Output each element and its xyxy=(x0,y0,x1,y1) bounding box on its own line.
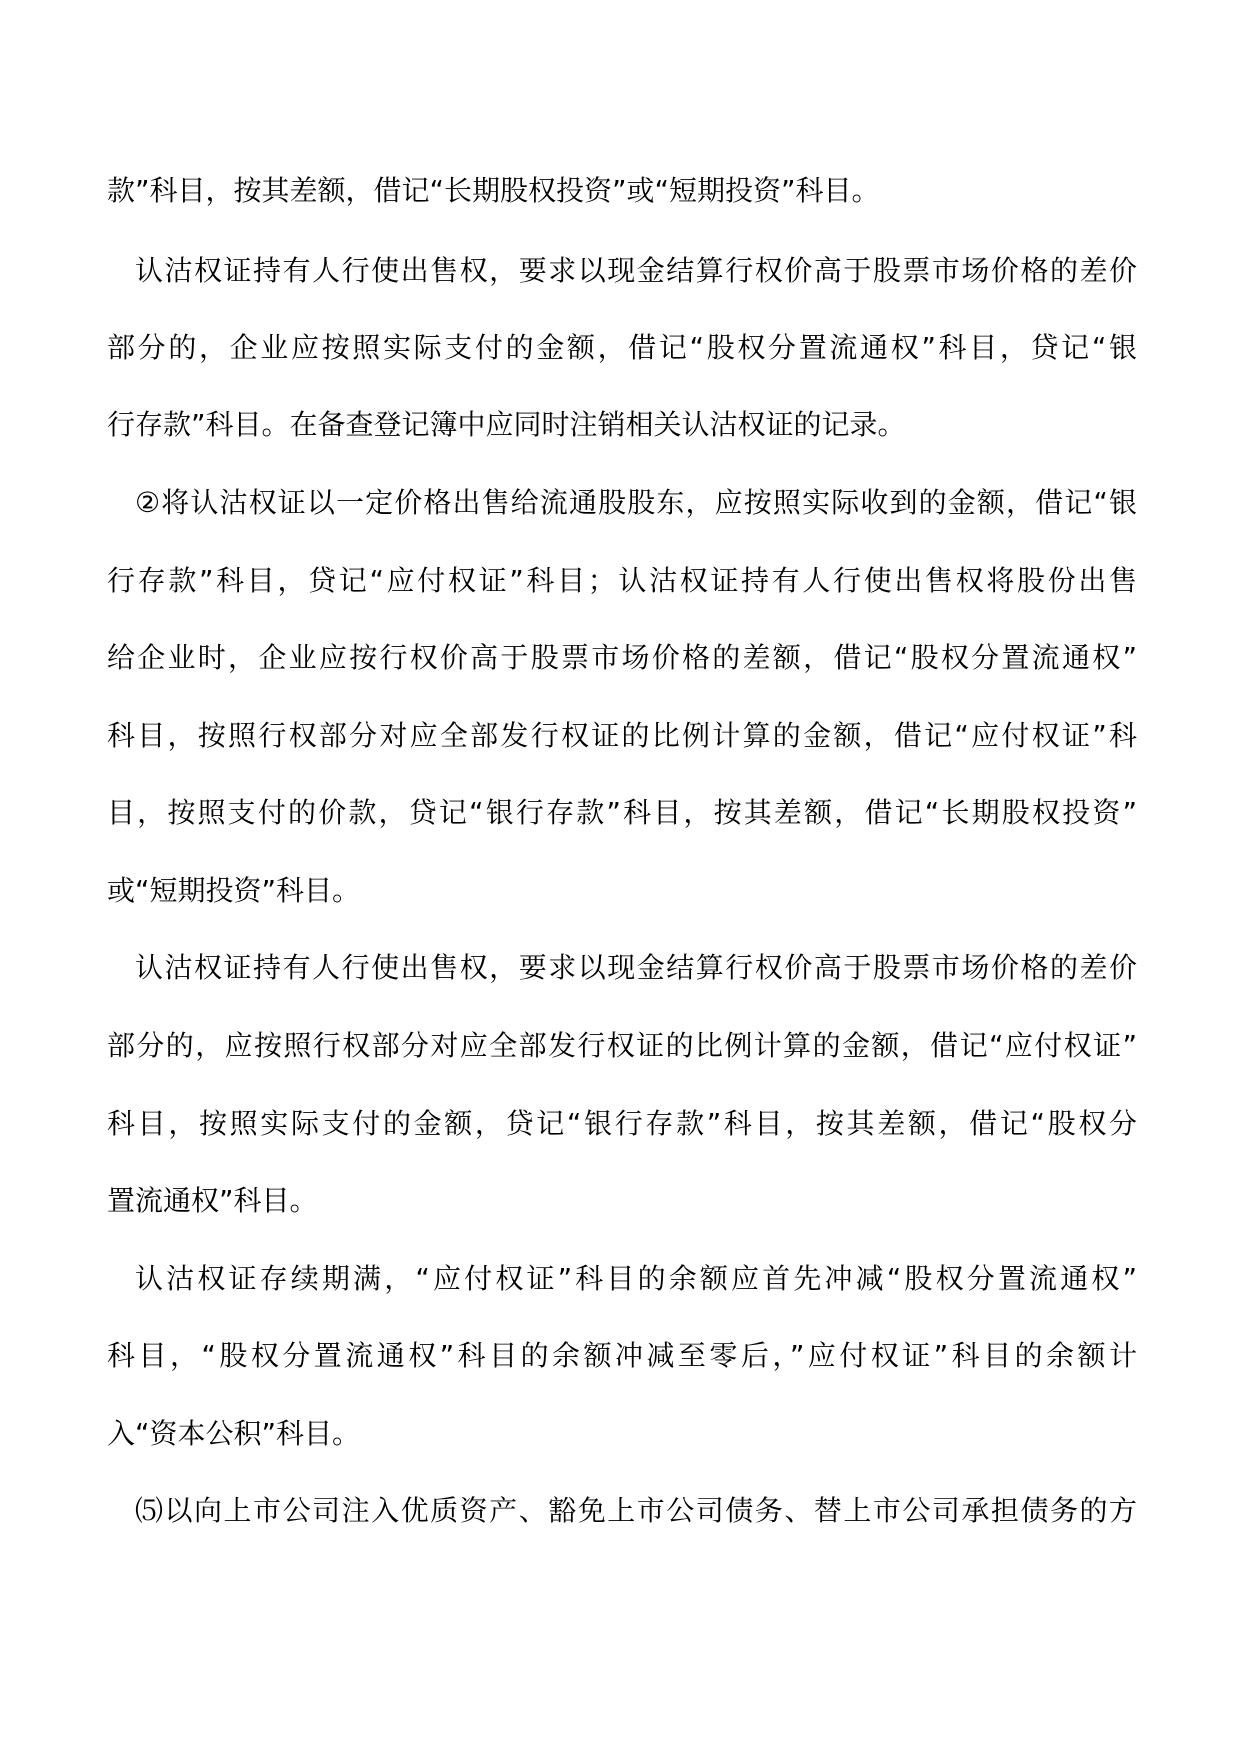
text-line-9: 目，按照支付的价款，贷记“银行存款”科目，按其差额，借记“长期股权投资” xyxy=(107,796,1137,829)
text-line-10: 或“短期投资”科目。 xyxy=(107,874,361,907)
text-line-18: ⑸以向上市公司注入优质资产、豁免上市公司债务、替上市公司承担债务的方 xyxy=(135,1494,1137,1527)
text-line-14: 置流通权”科目。 xyxy=(107,1184,318,1217)
text-line-17: 入“资本公积”科目。 xyxy=(107,1417,361,1450)
text-line-6: 行存款”科目，贷记“应付权证”科目；认沽权证持有人行使出售权将股份出售 xyxy=(107,564,1137,597)
text-line-16: 科目，“股权分置流通权”科目的余额冲减至零后，”应付权证”科目的余额计 xyxy=(107,1339,1137,1372)
text-line-11: 认沽权证持有人行使出售权，要求以现金结算行权价高于股票市场价格的差价 xyxy=(135,951,1137,984)
text-line-3: 部分的，企业应按照实际支付的金额，借记“股权分置流通权”科目，贷记“银 xyxy=(107,331,1137,364)
text-line-12: 部分的，应按照行权部分对应全部发行权证的比例计算的金额，借记“应付权证” xyxy=(107,1029,1137,1062)
text-line-15: 认沽权证存续期满，“应付权证”科目的余额应首先冲减“股权分置流通权” xyxy=(135,1262,1137,1295)
text-line-13: 科目，按照实际支付的金额，贷记“银行存款”科目，按其差额，借记“股权分 xyxy=(107,1107,1137,1140)
text-line-2: 认沽权证持有人行使出售权，要求以现金结算行权价高于股票市场价格的差价 xyxy=(135,254,1137,287)
text-line-5: ②将认沽权证以一定价格出售给流通股股东，应按照实际收到的金额，借记“银 xyxy=(135,486,1137,519)
text-line-4: 行存款”科目。在备查登记簿中应同时注销相关认沽权证的记录。 xyxy=(107,408,906,441)
text-line-7: 给企业时，企业应按行权价高于股票市场价格的差额，借记“股权分置流通权” xyxy=(107,641,1137,674)
text-line-1: 款”科目，按其差额，借记“长期股权投资”或“短期投资”科目。 xyxy=(107,174,880,207)
text-line-8: 科目，按照行权部分对应全部发行权证的比例计算的金额，借记“应付权证”科 xyxy=(107,719,1137,752)
